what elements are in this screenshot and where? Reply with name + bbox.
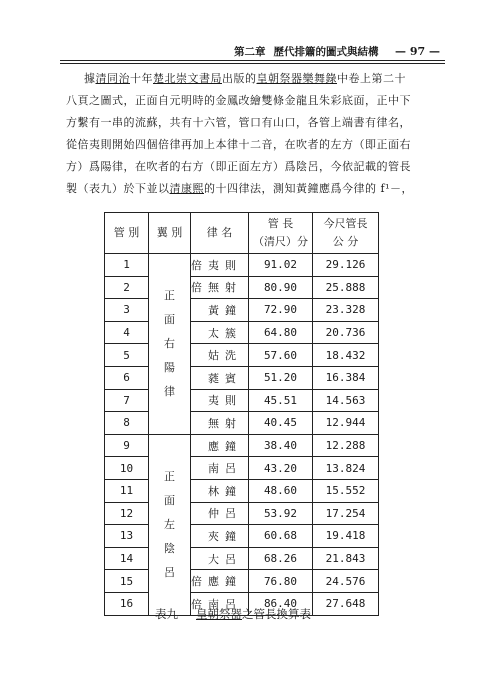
tube-number-cell: 10 — [105, 457, 149, 480]
tube-number-cell: 14 — [105, 547, 149, 570]
caption-title-term: 皇朝祭器 — [196, 607, 242, 621]
tube-number-cell: 12 — [105, 502, 149, 525]
tube-length-cell: 48.60 — [249, 479, 313, 502]
pitch-name-cell: 倍無射 — [191, 276, 249, 299]
pitch-name-cell: 太簇 — [191, 321, 249, 344]
body-line-6: 製（表九）於下並以清康熙的十四律法，測知黃鐘應爲今律的 f¹－， — [66, 182, 413, 195]
table-row — [105, 570, 379, 593]
pitch-name-cell: 夷則 — [191, 389, 249, 412]
chapter-number: 第二章 — [234, 46, 266, 58]
tube-length-cell: 76.80 — [249, 570, 313, 593]
modern-length-cell: 25.888 — [313, 276, 379, 299]
pitch-name-cell: 黃鐘 — [191, 299, 249, 322]
tube-length-cell: 60.68 — [249, 525, 313, 548]
tube-number-cell: 15 — [105, 570, 149, 593]
chapter-title: 歷代排簫的圖式與結構 — [273, 46, 379, 58]
wing-right-yang: 正 面 右 陽 律 — [149, 254, 191, 435]
table-body — [105, 254, 379, 616]
pitch-name-cell: 姑洗 — [191, 344, 249, 367]
tube-length-cell: 68.26 — [249, 547, 313, 570]
col-length: 管 長 （清尺）分 — [249, 213, 313, 254]
tube-length-cell: 72.90 — [249, 299, 313, 322]
table-row — [105, 276, 379, 299]
running-header — [234, 44, 440, 59]
table-row — [105, 389, 379, 412]
tube-number-cell: 16 — [105, 592, 149, 615]
table-row — [105, 479, 379, 502]
modern-length-cell: 15.552 — [313, 479, 379, 502]
modern-length-cell: 18.432 — [313, 344, 379, 367]
tube-number-cell: 11 — [105, 479, 149, 502]
table-row — [105, 254, 379, 277]
pitch-name-cell: 夾鐘 — [191, 525, 249, 548]
table-row — [105, 525, 379, 548]
tube-length-cell: 40.45 — [249, 412, 313, 435]
modern-length-cell: 17.254 — [313, 502, 379, 525]
tube-number-cell: 7 — [105, 389, 149, 412]
table-row — [105, 344, 379, 367]
table-caption — [155, 606, 415, 622]
pitch-name-cell: 仲呂 — [191, 502, 249, 525]
pitch-name-cell: 倍南呂 — [191, 592, 249, 615]
modern-length-cell: 13.824 — [313, 457, 379, 480]
table-row — [105, 547, 379, 570]
modern-length-cell: 14.563 — [313, 389, 379, 412]
tube-number-cell: 13 — [105, 525, 149, 548]
body-line-2: 八頁之圖式，正面自元明時的金鳳改繪雙條金龍且朱彩底面，正中下 — [66, 94, 411, 107]
tube-number-cell: 6 — [105, 366, 149, 389]
pitch-name-cell: 南呂 — [191, 457, 249, 480]
tube-number-cell: 2 — [105, 276, 149, 299]
pitch-name-cell: 蕤賓 — [191, 366, 249, 389]
body-line-5: 方）爲陽律，在吹者的右方（即正面左方）爲陰呂，今依記載的管長 — [66, 160, 411, 173]
pitch-name-cell: 倍夷則 — [191, 254, 249, 277]
wing-left-yin: 正 面 左 陰 呂 — [149, 434, 191, 615]
col-pitch-name: 律 名 — [191, 213, 249, 254]
header-rule — [60, 60, 445, 61]
caption-label: 表九 — [155, 607, 178, 621]
tube-number-cell: 8 — [105, 412, 149, 435]
table-row — [105, 321, 379, 344]
header-rule-thin — [60, 63, 445, 64]
pitch-name-cell: 無射 — [191, 412, 249, 435]
tube-length-cell: 80.90 — [249, 276, 313, 299]
tube-length-cell: 45.51 — [249, 389, 313, 412]
tube-length-cell: 51.20 — [249, 366, 313, 389]
modern-length-cell: 21.843 — [313, 547, 379, 570]
pitch-name-cell: 大呂 — [191, 547, 249, 570]
table-row — [105, 412, 379, 435]
modern-length-cell: 27.648 — [313, 592, 379, 615]
tube-number-cell: 9 — [105, 434, 149, 457]
modern-length-cell: 19.418 — [313, 525, 379, 548]
term-book-title: 皇朝祭器樂舞錄 — [256, 72, 337, 85]
body-paragraph — [66, 68, 442, 200]
col-tube-no: 管 別 — [105, 213, 149, 254]
tube-length-cell: 38.40 — [249, 434, 313, 457]
modern-length-cell: 16.384 — [313, 366, 379, 389]
body-line-4: 從倍夷則開始四個倍律再加上本律十二音，在吹者的左方（即正面右 — [66, 138, 411, 151]
col-modern-length: 今尺管長 公 分 — [313, 213, 379, 254]
tube-number-cell: 1 — [105, 254, 149, 277]
modern-length-cell: 12.288 — [313, 434, 379, 457]
tube-length-cell: 86.40 — [249, 592, 313, 615]
col-wing: 翼 別 — [149, 213, 191, 254]
table-row — [105, 366, 379, 389]
table-row — [105, 502, 379, 525]
tube-number-cell: 3 — [105, 299, 149, 322]
tube-number-cell: 5 — [105, 344, 149, 367]
tube-number-cell: 4 — [105, 321, 149, 344]
body-line-1: 據清同治十年楚北崇文書局出版的皇朝祭器樂舞錄中卷上第二十 — [84, 72, 406, 85]
table-row — [105, 434, 379, 457]
tube-length-cell: 57.60 — [249, 344, 313, 367]
table-row — [105, 299, 379, 322]
tube-length-cell: 91.02 — [249, 254, 313, 277]
modern-length-cell: 24.576 — [313, 570, 379, 593]
tube-length-cell: 64.80 — [249, 321, 313, 344]
body-line-3: 方繫有一串的流蘇，共有十六管，管口有山口，各管上端書有律名， — [66, 116, 411, 129]
caption-title-rest: 之管長換算表 — [242, 607, 311, 621]
modern-length-cell: 12.944 — [313, 412, 379, 435]
pitch-name-cell: 林鐘 — [191, 479, 249, 502]
pitch-name-cell: 倍應鐘 — [191, 570, 249, 593]
tube-length-cell: 53.92 — [249, 502, 313, 525]
tube-length-table — [104, 212, 379, 616]
pitch-name-cell: 應鐘 — [191, 434, 249, 457]
table-row — [105, 457, 379, 480]
modern-length-cell: 23.328 — [313, 299, 379, 322]
page-number: — 97 — — [395, 45, 440, 58]
term-qing-tongzhi: 清同治 — [95, 72, 130, 85]
term-kangxi: 清康熙 — [169, 182, 204, 195]
tube-length-cell: 43.20 — [249, 457, 313, 480]
modern-length-cell: 20.736 — [313, 321, 379, 344]
term-publisher: 楚北崇文書局 — [153, 72, 222, 85]
modern-length-cell: 29.126 — [313, 254, 379, 277]
table-header-row — [105, 213, 379, 254]
